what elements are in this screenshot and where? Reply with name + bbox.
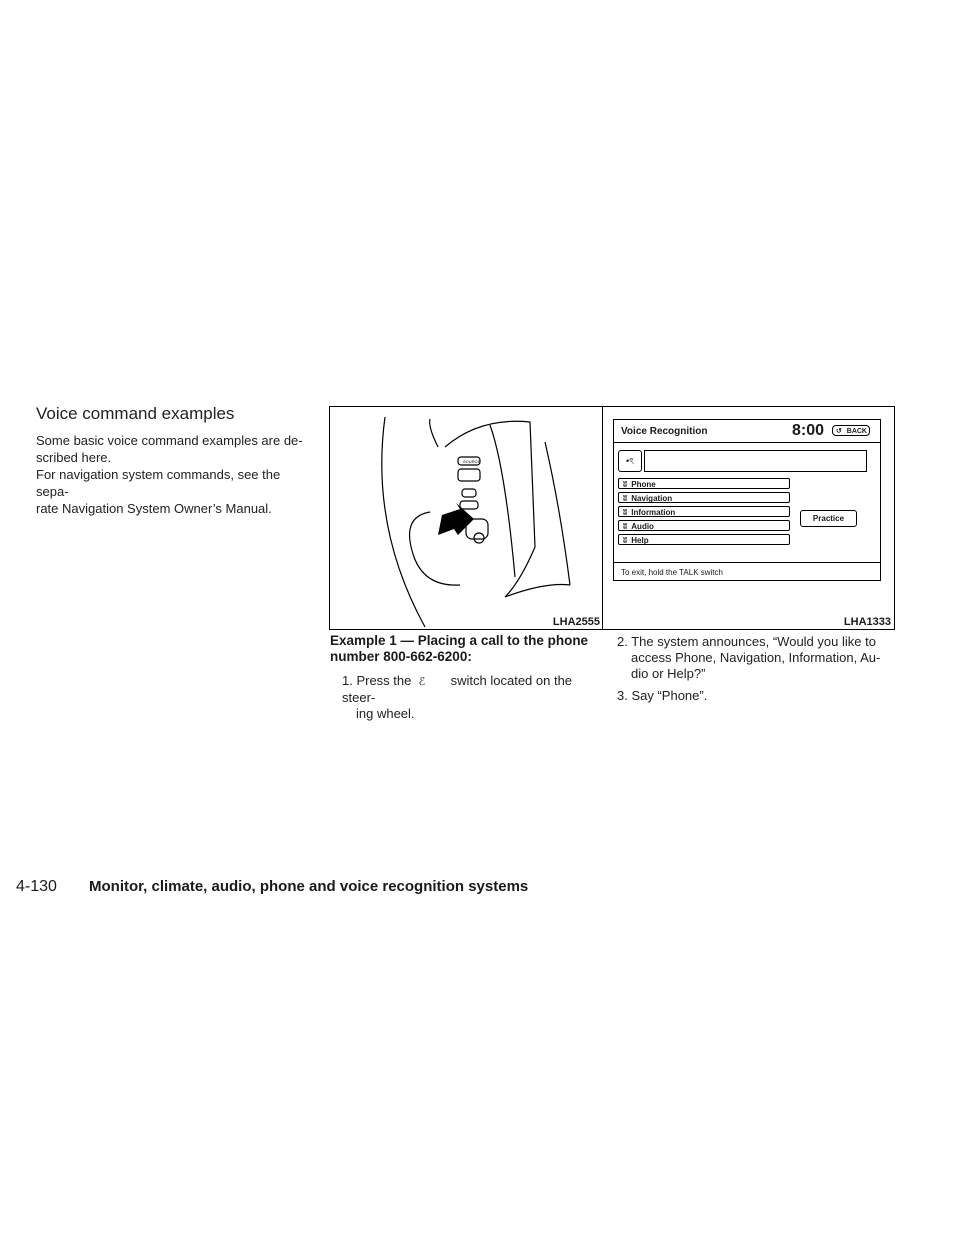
example-heading-line-1: Example 1 — Placing a call to the phone	[330, 633, 589, 648]
voice-recognition-screen	[613, 419, 881, 581]
steering-wheel-figure	[329, 406, 604, 630]
step-2-line-1: 2. The system announces, “Would you like to	[617, 634, 876, 649]
step-2	[617, 634, 917, 682]
talk-switch-icon: ℰ	[418, 676, 426, 688]
intro-line-1: Some basic voice command examples are de-	[36, 433, 303, 448]
screen-divider	[614, 442, 880, 443]
step-2-line-3: dio or Help?”	[631, 666, 706, 681]
back-label: BACK	[846, 428, 867, 435]
example-heading-line-2: number 800-662-6200:	[330, 649, 472, 664]
mic-icon: ʬ	[623, 508, 628, 517]
screen-clock: 8:00	[792, 422, 825, 439]
menu-item-label: Help	[631, 536, 649, 545]
menu-item-help[interactable]	[618, 534, 790, 545]
screen-divider	[614, 562, 880, 563]
menu-item-label: Phone	[631, 480, 656, 489]
step-3: 3. Say “Phone”.	[617, 688, 708, 703]
menu-item-information[interactable]	[618, 506, 790, 517]
arrow-icon	[438, 503, 474, 535]
step-1-text-a: 1. Press the	[342, 673, 412, 688]
intro-paragraph	[36, 432, 306, 466]
step-2-line-2: access Phone, Navigation, Information, Au-	[631, 650, 881, 665]
mic-icon: ʬ	[623, 536, 628, 545]
mic-icon: ʬ	[623, 494, 628, 503]
voice-face-icon: •ৎ	[618, 450, 642, 472]
figure-id: LHA1333	[843, 616, 891, 628]
section-title: Voice command examples	[36, 404, 235, 423]
voice-recognition-figure	[602, 406, 895, 630]
practice-button[interactable]: Practice	[800, 510, 857, 527]
back-button[interactable]	[832, 425, 870, 436]
page-number: 4-130	[16, 878, 57, 895]
navigation-note-paragraph	[36, 466, 306, 517]
recognition-text-field	[644, 450, 867, 472]
menu-item-navigation[interactable]	[618, 492, 790, 503]
step-1-text-b: switch located on the steer-	[342, 673, 573, 705]
step-1	[342, 673, 604, 722]
step-1-text-c: ing wheel.	[356, 706, 415, 721]
exit-hint: To exit, hold the TALK switch	[621, 568, 723, 577]
svg-text:SOURCE: SOURCE	[463, 459, 481, 464]
nav-line-1: For navigation system commands, see the sepa-	[36, 467, 281, 499]
figure-id: LHA2555	[552, 616, 600, 628]
mic-icon: ʬ	[623, 522, 628, 531]
menu-item-label: Audio	[631, 522, 654, 531]
mic-icon: ʬ	[623, 480, 628, 489]
menu-item-phone[interactable]	[618, 478, 790, 489]
menu-item-label: Navigation	[631, 494, 673, 503]
nav-line-2: rate Navigation System Owner’s Manual.	[36, 501, 272, 516]
chapter-title: Monitor, climate, audio, phone and voice recognition systems	[89, 878, 529, 895]
screen-title: Voice Recognition	[621, 426, 708, 437]
steering-wheel-illustration	[330, 407, 603, 629]
back-arrow-icon: ↺	[836, 428, 842, 435]
menu-item-label: Information	[631, 508, 676, 517]
example-heading	[330, 633, 602, 665]
menu-item-audio[interactable]	[618, 520, 790, 531]
intro-line-2: scribed here.	[36, 450, 112, 465]
